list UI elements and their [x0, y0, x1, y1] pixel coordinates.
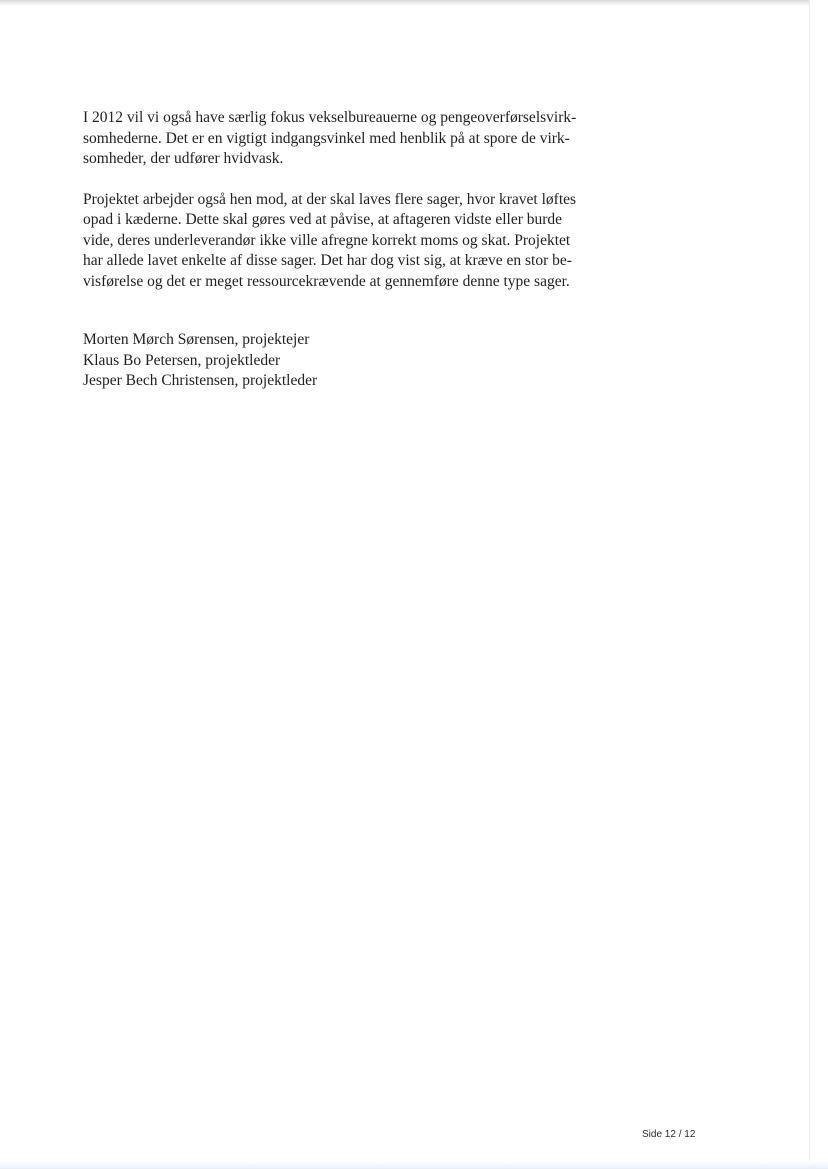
text-line: visførelse og det er meget ressourcekrævende at gennemføre denne type sager.	[83, 272, 570, 290]
paragraph-focus-2012	[83, 108, 623, 170]
paragraph-project-work	[83, 190, 623, 293]
text-line: I 2012 vil vi også have særlig fokus vekselbureauerne og pengeoverførselsvirk-	[83, 109, 577, 126]
text-line: har allede lavet enkelte af disse sager. Det har dog vist sig, at kræve en stor be-	[83, 252, 572, 269]
signature-project-leader: Klaus Bo Petersen, projektleder	[83, 351, 281, 369]
scan-edge-bottom	[0, 1161, 828, 1169]
signature-project-owner: Morten Mørch Sørensen, projektejer	[83, 331, 310, 348]
text-line: somheder, der udfører hvidvask.	[83, 150, 284, 167]
scan-edge-right	[809, 0, 828, 1169]
text-line: Projektet arbejder også hen mod, at der skal laves flere sager, hvor kravet løftes	[83, 190, 577, 208]
text-line: vide, deres underleverandør ikke ville afregne korrekt moms og skat. Projektet	[83, 231, 571, 249]
page-number: Side 12 / 12	[642, 1129, 696, 1140]
scan-edge-top	[0, 0, 810, 6]
body-text	[83, 108, 623, 392]
text-line: opad i kæderne. Dette skal gøres ved at påvise, at aftageren vidste eller burde	[83, 211, 563, 228]
text-line: somhederne. Det er en vigtigt indgangsvinkel med henblik på at spore de virk-	[83, 129, 570, 147]
signature-block	[83, 330, 623, 392]
signature-project-leader: Jesper Bech Christensen, projektleder	[83, 372, 318, 389]
